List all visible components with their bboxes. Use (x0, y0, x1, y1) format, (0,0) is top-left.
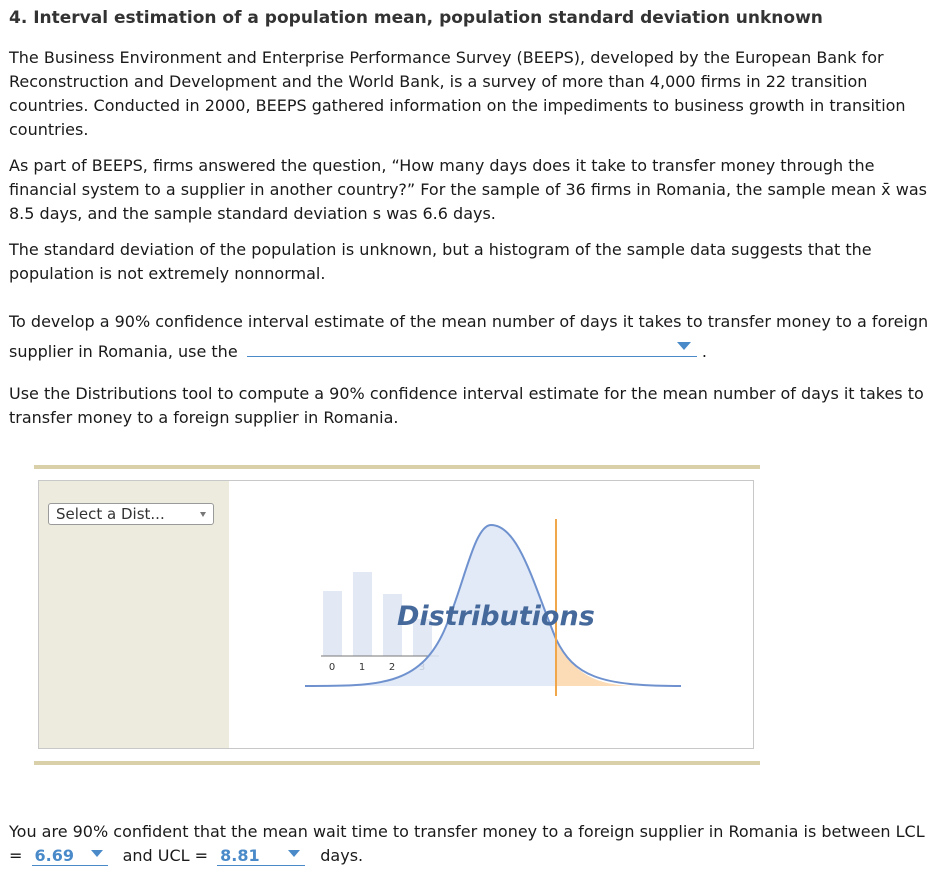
develop-suffix: . (701, 342, 707, 361)
curve-tail (556, 639, 639, 686)
chevron-down-icon (200, 512, 206, 517)
ucl-value: 8.81 (220, 846, 260, 865)
result-text: You are 90% confident that the mean wait time to transfer money to a foreign supplier in Romania is between LCL = (9, 822, 925, 865)
chevron-down-icon (677, 342, 691, 350)
distributions-logo-graphic (229, 481, 753, 748)
distribution-choice-dropdown[interactable] (247, 334, 697, 357)
page-title: 4. Interval estimation of a population mean, population standard deviation unknown (9, 8, 823, 28)
lcl-dropdown[interactable] (32, 844, 108, 866)
question-paragraph: As part of BEEPS, firms answered the question, “How many days does it take to transfer money through the financial system to a supplier in another country?” For the sample of 36 firms in Romania, the sample mean x̄ was 8.5 days, and the sample standard deviation s was 6.6 days. (9, 156, 927, 223)
distributions-tool (38, 480, 754, 749)
ucl-label: and UCL = (122, 846, 209, 865)
result-suffix: days. (320, 846, 364, 865)
ucl-dropdown[interactable] (217, 844, 305, 866)
lcl-value: 6.69 (34, 846, 74, 865)
distributions-logo-text: Distributions (397, 601, 595, 632)
tool-bottom-divider (34, 761, 760, 765)
tick-label: 2 (388, 662, 396, 673)
chevron-down-icon (288, 850, 300, 857)
select-distribution-label: Select a Dist... (56, 505, 165, 523)
develop-text: To develop a 90% confidence interval estimate of the mean number of days it takes to transfer money to a foreign supplier in Romania, use the (9, 312, 929, 361)
use-tool-paragraph: Use the Distributions tool to compute a 90% confidence interval estimate for the mean number of days it takes to transfer money to a foreign supplier in Romania. (9, 384, 924, 427)
histogram-bar (353, 572, 372, 656)
develop-paragraph (9, 310, 934, 364)
histogram-bar (323, 591, 342, 656)
tool-top-divider (34, 465, 760, 469)
intro-paragraph: The Business Environment and Enterprise Performance Survey (BEEPS), developed by the European Bank for Reconstruction and Development and the World Bank, is a survey of more than 4,000 firms in 22 transition countries. Conducted in 2000, BEEPS gathered information on the impediments to business growth in transition countries. (9, 48, 906, 139)
chevron-down-icon (91, 850, 103, 857)
tick-label: 0 (328, 662, 336, 673)
tool-control-panel (39, 481, 229, 748)
select-distribution-dropdown[interactable] (48, 503, 214, 525)
population-paragraph: The standard deviation of the population is unknown, but a histogram of the sample data suggests that the population is not extremely nonnormal. (9, 240, 872, 283)
result-paragraph (9, 820, 934, 868)
distributions-illustration[interactable] (229, 481, 753, 748)
tick-label: 1 (358, 662, 366, 673)
